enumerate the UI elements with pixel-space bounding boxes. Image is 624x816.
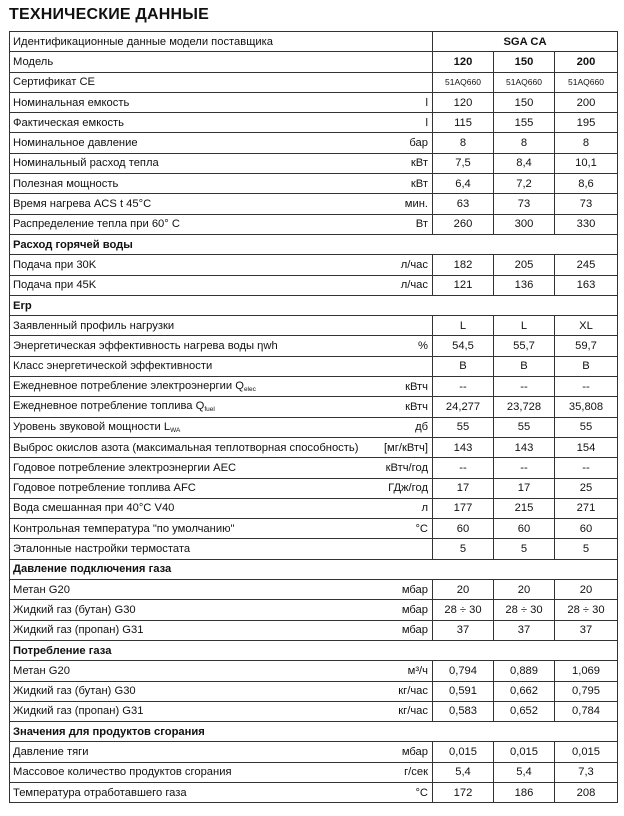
table-row [10, 113, 618, 133]
table-row [10, 478, 618, 498]
parameter-cell [10, 153, 370, 173]
table-row [10, 742, 618, 762]
value-cell: 154 [555, 437, 618, 457]
parameter-label: Вода смешанная при 40°C V40 [13, 502, 175, 515]
value-cell: 121 [433, 275, 494, 295]
section-row [10, 559, 618, 579]
table-row [10, 336, 618, 356]
unit-cell [370, 356, 433, 376]
value-cell: L [494, 316, 555, 336]
value-cell: 55,7 [494, 336, 555, 356]
value-cell: 0,015 [433, 742, 494, 762]
value-cell: -- [494, 377, 555, 397]
value-cell: 51AQ660 [555, 72, 618, 92]
parameter-cell [10, 762, 370, 782]
technical-data-table [9, 31, 618, 803]
section-title: Расход горячей воды [10, 234, 618, 254]
unit-cell: кВтч [370, 377, 433, 397]
unit-cell: [мг/кВтч] [370, 437, 433, 457]
parameter-cell [10, 113, 370, 133]
parameter-cell [10, 580, 370, 600]
value-cell: 10,1 [555, 153, 618, 173]
unit-cell: г/сек [370, 762, 433, 782]
value-cell: 8,6 [555, 174, 618, 194]
value-cell: 24,277 [433, 397, 494, 417]
section-title: Давление подключения газа [10, 559, 618, 579]
table-row [10, 174, 618, 194]
unit-cell: мбар [370, 742, 433, 762]
unit-cell: л [370, 498, 433, 518]
section-row [10, 234, 618, 254]
model-120: 120 [433, 52, 494, 72]
value-cell: 25 [555, 478, 618, 498]
section-row [10, 640, 618, 660]
value-cell: 0,591 [433, 681, 494, 701]
parameter-cell [10, 519, 370, 539]
value-cell: 63 [433, 194, 494, 214]
value-cell: 7,3 [555, 762, 618, 782]
value-cell: 150 [494, 92, 555, 112]
value-cell: 0,015 [555, 742, 618, 762]
parameter-cell [10, 458, 370, 478]
unit-cell [370, 539, 433, 559]
parameter-cell [10, 316, 370, 336]
parameter-label: Выброс окислов азота (максимальная теплотворная способность) [13, 441, 359, 454]
parameter-cell [10, 356, 370, 376]
parameter-cell [10, 417, 370, 437]
parameter-label: Контрольная температура "по умолчанию" [13, 522, 235, 535]
section-title: Значения для продуктов сгорания [10, 722, 618, 742]
value-cell: 5,4 [494, 762, 555, 782]
unit-cell: мбар [370, 580, 433, 600]
value-cell: 186 [494, 782, 555, 802]
table-row [10, 681, 618, 701]
value-cell: 200 [555, 92, 618, 112]
value-cell: 0,652 [494, 701, 555, 721]
value-cell: 8 [433, 133, 494, 153]
parameter-cell [10, 701, 370, 721]
parameter-label: Жидкий газ (пропан) G31 [13, 624, 144, 637]
value-cell: 260 [433, 214, 494, 234]
value-cell: 0,794 [433, 661, 494, 681]
value-cell: 60 [433, 519, 494, 539]
value-cell: 271 [555, 498, 618, 518]
model-label: Модель [10, 52, 433, 72]
value-cell: 215 [494, 498, 555, 518]
table-row [10, 437, 618, 457]
parameter-cell [10, 377, 370, 397]
value-cell: XL [555, 316, 618, 336]
value-cell: 37 [433, 620, 494, 640]
value-cell: 28 ÷ 30 [494, 600, 555, 620]
parameter-cell [10, 661, 370, 681]
parameter-cell [10, 397, 370, 417]
value-cell: 7,5 [433, 153, 494, 173]
unit-cell: л/час [370, 275, 433, 295]
parameter-cell [10, 336, 370, 356]
table-row [10, 762, 618, 782]
table-row [10, 255, 618, 275]
parameter-cell [10, 437, 370, 457]
table-row [10, 316, 618, 336]
unit-cell [370, 72, 433, 92]
value-cell: 0,662 [494, 681, 555, 701]
value-cell: 17 [433, 478, 494, 498]
supplier-row [10, 32, 618, 52]
unit-cell: Вт [370, 214, 433, 234]
value-cell: 0,583 [433, 701, 494, 721]
value-cell: 55 [555, 417, 618, 437]
table-row [10, 458, 618, 478]
unit-cell: мбар [370, 620, 433, 640]
parameter-subscript: fuel [204, 406, 215, 414]
unit-cell: кг/час [370, 681, 433, 701]
table-row [10, 72, 618, 92]
table-row [10, 397, 618, 417]
value-cell: 0,015 [494, 742, 555, 762]
value-cell: 0,795 [555, 681, 618, 701]
parameter-cell [10, 275, 370, 295]
model-200: 200 [555, 52, 618, 72]
unit-cell: l [370, 92, 433, 112]
table-row [10, 580, 618, 600]
parameter-label: Класс энергетической эффективности [13, 360, 213, 373]
value-cell: 6,4 [433, 174, 494, 194]
parameter-label: Уровень звуковой мощности L [13, 420, 171, 433]
unit-cell: ГДж/год [370, 478, 433, 498]
value-cell: 120 [433, 92, 494, 112]
value-cell: 28 ÷ 30 [433, 600, 494, 620]
parameter-label: Годовое потребление топлива AFC [13, 482, 196, 495]
parameter-label: Температура отработавшего газа [13, 786, 187, 799]
parameter-label: Метан G20 [13, 664, 70, 677]
value-cell: 17 [494, 478, 555, 498]
table-row [10, 356, 618, 376]
parameter-cell [10, 498, 370, 518]
parameter-label: Номинальная емкость [13, 96, 130, 109]
value-cell: 5,4 [433, 762, 494, 782]
value-cell: 0,889 [494, 661, 555, 681]
section-title: Erp [10, 295, 618, 315]
table-row [10, 275, 618, 295]
value-cell: 60 [555, 519, 618, 539]
value-cell: -- [433, 377, 494, 397]
unit-cell: кВт [370, 153, 433, 173]
value-cell: 8 [555, 133, 618, 153]
value-cell: 55 [494, 417, 555, 437]
unit-cell: l [370, 113, 433, 133]
page-title: ТЕХНИЧЕСКИЕ ДАННЫЕ [9, 6, 210, 23]
table-row [10, 214, 618, 234]
unit-cell: бар [370, 133, 433, 153]
value-cell: -- [494, 458, 555, 478]
value-cell: 5 [555, 539, 618, 559]
parameter-cell [10, 92, 370, 112]
model-150: 150 [494, 52, 555, 72]
parameter-subscript: elec [243, 386, 256, 394]
parameter-label: Жидкий газ (бутан) G30 [13, 685, 136, 698]
table-row [10, 153, 618, 173]
value-cell: 73 [494, 194, 555, 214]
parameter-label: Подача при 30K [13, 258, 97, 271]
table-row [10, 782, 618, 802]
parameter-label: Распределение тепла при 60° C [13, 218, 180, 231]
parameter-cell [10, 255, 370, 275]
parameter-cell [10, 539, 370, 559]
parameter-label: Энергетическая эффективность нагрева воды ηwh [13, 340, 278, 353]
parameter-cell [10, 174, 370, 194]
value-cell: 28 ÷ 30 [555, 600, 618, 620]
value-cell: 37 [494, 620, 555, 640]
value-cell: 143 [433, 437, 494, 457]
value-cell: 195 [555, 113, 618, 133]
unit-cell: кВт [370, 174, 433, 194]
supplier-label: Идентификационные данные модели поставщика [10, 32, 433, 52]
unit-cell: мин. [370, 194, 433, 214]
table-row [10, 92, 618, 112]
value-cell: B [433, 356, 494, 376]
value-cell: 115 [433, 113, 494, 133]
table-row [10, 701, 618, 721]
value-cell: 8 [494, 133, 555, 153]
parameter-cell [10, 194, 370, 214]
table-row [10, 661, 618, 681]
supplier-value: SGA CA [433, 32, 618, 52]
value-cell: 7,2 [494, 174, 555, 194]
unit-cell: дб [370, 417, 433, 437]
value-cell: 182 [433, 255, 494, 275]
parameter-label: Подача при 45K [13, 279, 97, 292]
table-row [10, 600, 618, 620]
value-cell: 73 [555, 194, 618, 214]
value-cell: B [494, 356, 555, 376]
parameter-label: Эталонные настройки термостата [13, 543, 191, 556]
value-cell: B [555, 356, 618, 376]
table-row [10, 194, 618, 214]
parameter-label: Метан G20 [13, 583, 70, 596]
value-cell: 208 [555, 782, 618, 802]
value-cell: 59,7 [555, 336, 618, 356]
value-cell: 55 [433, 417, 494, 437]
unit-cell: кг/час [370, 701, 433, 721]
table-row [10, 133, 618, 153]
parameter-label: Ежедневное потребление топлива Q [13, 400, 205, 413]
value-cell: 35,808 [555, 397, 618, 417]
table-row [10, 519, 618, 539]
table-body [10, 32, 618, 803]
value-cell: 60 [494, 519, 555, 539]
value-cell: 20 [494, 580, 555, 600]
value-cell: 330 [555, 214, 618, 234]
unit-cell: кВтч/год [370, 458, 433, 478]
value-cell: 0,784 [555, 701, 618, 721]
unit-cell [370, 316, 433, 336]
parameter-cell [10, 214, 370, 234]
unit-cell: % [370, 336, 433, 356]
value-cell: 51AQ660 [433, 72, 494, 92]
parameter-cell [10, 620, 370, 640]
parameter-label: Заявленный профиль нагрузки [13, 319, 175, 332]
table-row [10, 620, 618, 640]
parameter-cell [10, 782, 370, 802]
parameter-subscript: WA [170, 426, 181, 434]
unit-cell: °C [370, 782, 433, 802]
value-cell: 245 [555, 255, 618, 275]
parameter-label: Фактическая емкость [13, 116, 124, 129]
table-row [10, 377, 618, 397]
value-cell: 163 [555, 275, 618, 295]
parameter-label: Номинальное давление [13, 137, 138, 150]
table-row [10, 417, 618, 437]
parameter-label: Давление тяги [13, 746, 89, 759]
unit-cell: мбар [370, 600, 433, 620]
parameter-label: Полезная мощность [13, 177, 119, 190]
parameter-label: Номинальный расход тепла [13, 157, 159, 170]
section-title: Потребление газа [10, 640, 618, 660]
parameter-label: Годовое потребление электроэнергии AEC [13, 461, 237, 474]
value-cell: -- [555, 377, 618, 397]
value-cell: 51AQ660 [494, 72, 555, 92]
table-row [10, 539, 618, 559]
model-row [10, 52, 618, 72]
value-cell: 177 [433, 498, 494, 518]
parameter-label: Жидкий газ (бутан) G30 [13, 603, 136, 616]
parameter-label: Массовое количество продуктов сгорания [13, 766, 232, 779]
unit-cell: л/час [370, 255, 433, 275]
value-cell: 136 [494, 275, 555, 295]
value-cell: L [433, 316, 494, 336]
value-cell: -- [555, 458, 618, 478]
value-cell: 172 [433, 782, 494, 802]
value-cell: 37 [555, 620, 618, 640]
value-cell: 205 [494, 255, 555, 275]
section-row [10, 722, 618, 742]
parameter-cell [10, 478, 370, 498]
parameter-cell [10, 600, 370, 620]
value-cell: -- [433, 458, 494, 478]
value-cell: 5 [433, 539, 494, 559]
value-cell: 155 [494, 113, 555, 133]
parameter-label: Время нагрева ACS t 45°C [13, 198, 152, 211]
value-cell: 20 [555, 580, 618, 600]
unit-cell: °C [370, 519, 433, 539]
parameter-label: Ежедневное потребление электроэнергии Q [13, 380, 244, 393]
table-row [10, 498, 618, 518]
value-cell: 8,4 [494, 153, 555, 173]
parameter-cell [10, 742, 370, 762]
value-cell: 300 [494, 214, 555, 234]
unit-cell: м³/ч [370, 661, 433, 681]
parameter-cell [10, 133, 370, 153]
value-cell: 143 [494, 437, 555, 457]
unit-cell: кВтч [370, 397, 433, 417]
parameter-label: Сертификат CE [13, 76, 95, 89]
value-cell: 20 [433, 580, 494, 600]
section-row [10, 295, 618, 315]
parameter-cell [10, 72, 370, 92]
value-cell: 23,728 [494, 397, 555, 417]
value-cell: 54,5 [433, 336, 494, 356]
parameter-cell [10, 681, 370, 701]
value-cell: 1,069 [555, 661, 618, 681]
value-cell: 5 [494, 539, 555, 559]
parameter-label: Жидкий газ (пропан) G31 [13, 705, 144, 718]
